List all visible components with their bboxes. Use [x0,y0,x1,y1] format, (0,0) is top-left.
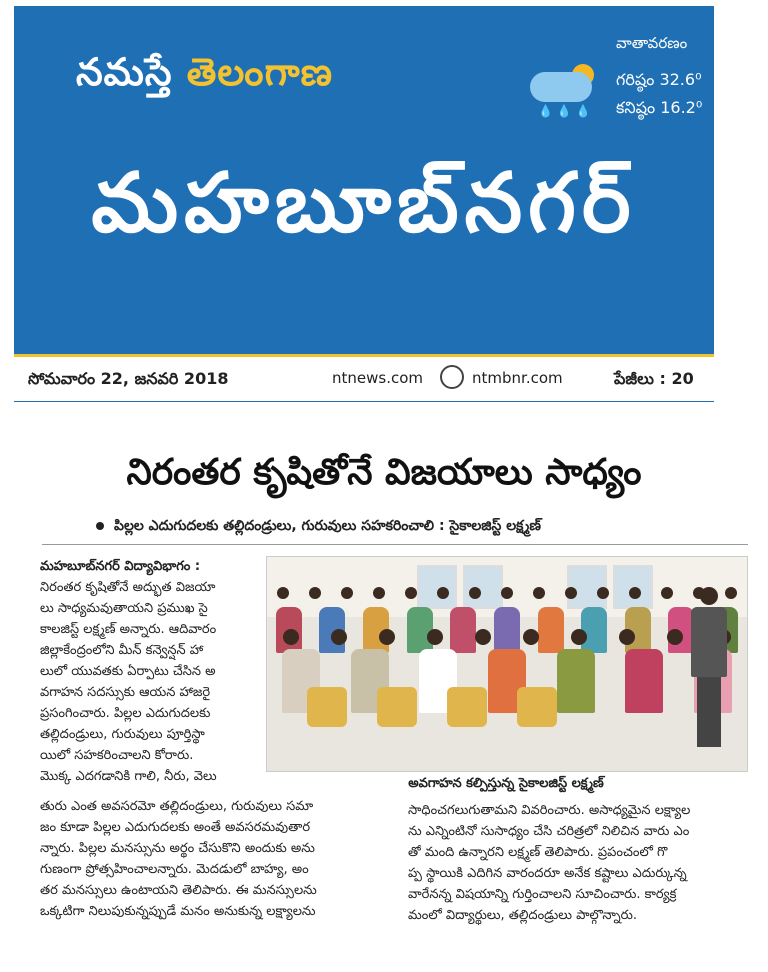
weather-label: వాతావరణం [616,34,688,52]
brand-part-2: తెలంగాణ [186,50,333,94]
rain-drops-icon: 💧 💧 💧 [538,104,591,118]
body-line: వగాహన సదస్సుకు ఆయన హాజరై [40,685,211,700]
rain-cloud-sun-icon [530,54,594,98]
edition-city-title: మహబూబ్‌నగర్ [91,156,637,251]
body-line: తల్లిదండ్రులు, గురువులు పూర్తిస్థా [40,727,205,742]
max-temp-label: గరిష్ఠం [616,70,655,89]
min-temp-label: కనిష్ఠం [616,98,656,117]
max-temp [616,70,701,93]
divider [42,544,748,545]
body-line: గుణంగా ప్రోత్సహించాలన్నారు. మెదడులో బాహ్య, అం [40,862,309,877]
body-line: ను ఎన్నింటినో సుసాధ్యం చేసి చరిత్రలో నిలిచిన వారు ఎం [408,824,690,839]
website-link-ntmbnr[interactable]: ntmbnr.com [472,369,563,387]
article-headline: నిరంతర కృషితోనే విజయాలు సాధ్యం [126,452,642,493]
body-line: యిలో సహకరించాలని కోరారు. [40,748,194,763]
article-photo [266,556,748,772]
masthead-info-bar [14,354,714,401]
body-line: జం కూడా పిల్లల ఎదుగుదలకు అంతే అవసరమవుతార [40,820,311,835]
body-line: నిరంతర కృషితోనే అద్భుత విజయా [40,580,216,595]
body-line: లులో యువతకు ఏర్పాటు చేసిన అ [40,664,216,679]
body-line: వారేనన్న విషయాన్ని గుర్తించాలని సూచించారు. కార్యక్ర [408,887,677,902]
body-line: ఒక్కటిగా నిలుపుకున్నప్పుడే మనం అనుకున్న లక్ష్యాలను [40,904,316,919]
article-column-left [40,556,260,787]
body-line: సాధించగలుగుతామని వివరించారు. అసాధ్యమైన లక్ష్యాల [408,803,691,818]
body-line: మొక్క ఎదగడానికి గాలి, నీరు, వెలు [40,769,217,784]
article-subhead [96,518,541,537]
body-line: తురు ఎంత అవసరమో తల్లిదండ్రులు, గురువులు సమా [40,799,314,814]
body-line: తో మంది ఉన్నారని లక్ష్మణ్ తెలిపారు. ప్రపంచంలో గొ [408,845,668,860]
body-line: ప్రసంగించారు. పిల్లల ఎదుగుదలకు [40,706,211,721]
subhead-text: పిల్లల ఎదుగుదలకు తల్లిదండ్రులు, గురువులు సహకరించాలి : సైకాలజిస్ట్ లక్ష్మణ్ [114,518,541,534]
weather-box [524,34,714,134]
dateline: మహబూబ్‌నగర్ విద్యావిభాగం : [40,559,201,574]
newspaper-brand [76,50,333,104]
article-column-bottom-left [40,796,402,922]
min-temp-value: 16.2⁰ [660,98,703,117]
speaker-figure [691,587,727,757]
max-temp-value: 32.6⁰ [659,70,702,89]
page-count: పేజీలు : 20 [614,369,694,388]
brand-part-1: నమస్తే [76,50,173,94]
body-line: న్నారు. పిల్లల మనస్సును అర్థం చేసుకొని అందుకు అను [40,841,315,856]
bullet-icon [96,522,104,530]
photo-caption: అవగాహన కల్పిస్తున్న సైకాలజిస్ట్ లక్ష్మణ్ [408,776,604,791]
body-line: జిల్లాకేంద్రంలోని మీన్ కన్వెన్షన్ హా [40,643,204,658]
body-line: తర మనస్సులు ఉంటాయని తెలిపారు. ఈ మనస్సులను [40,883,317,898]
min-temp [616,98,702,121]
masthead-banner [14,6,714,402]
issue-date: సోమవారం 22, జనవరి 2018 [28,369,229,388]
article-column-bottom-right [408,800,750,926]
body-line: మంలో విద్యార్థులు, తల్లిదండ్రులు పాల్గొన్నారు. [408,908,638,923]
body-line: లు సాధ్యమవుతాయని ప్రముఖ సై [40,601,208,616]
body-line: కాలజిస్ట్ లక్ష్మణ్ అన్నారు. ఆదివారం [40,622,217,637]
globe-icon [440,365,464,389]
body-line: ప్ప స్థాయికి ఎదిగిన వారందరూ అనేక కష్టాలు ఎదుర్కున్న [408,866,687,881]
website-link-ntnews[interactable]: ntnews.com [332,369,424,387]
